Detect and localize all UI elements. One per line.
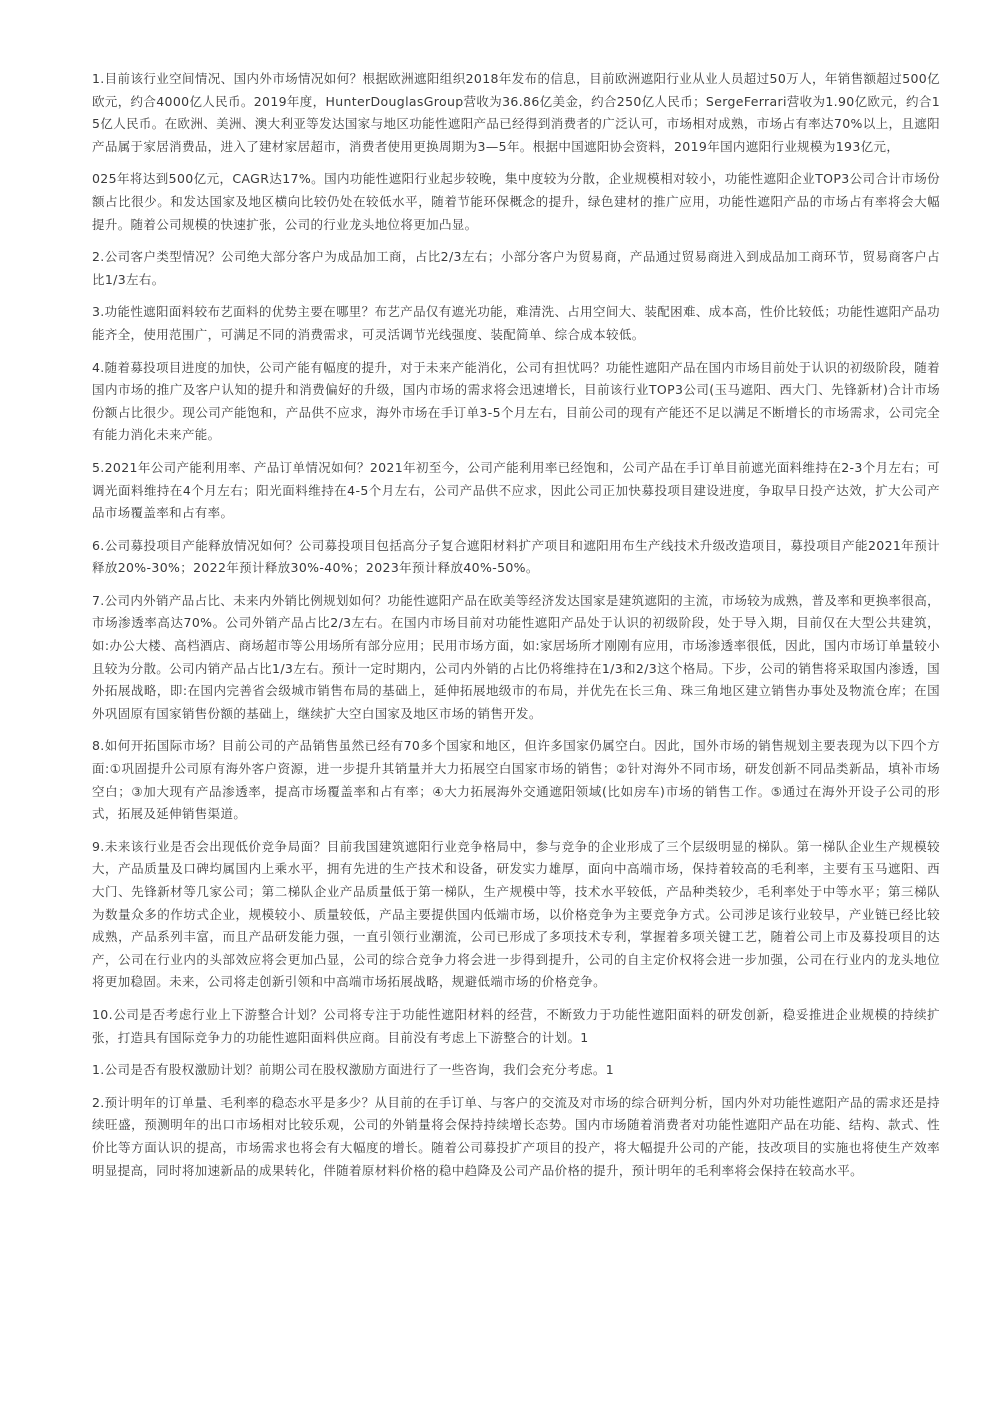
- paragraph-q7-domestic-export-ratio: 7.公司内外销产品占比、未来内外销比例规划如何？功能性遮阳产品在欧美等经济发达国家是建筑遮阳的主流，市场较为成熟，普及率和更换率很高，市场渗透率高达70%。公司外销产品占比2/3左右。在国内市场目前对功能性遮阳产品处于认识的初级阶段，处于导入期，目前仅在大型公共建筑，如:办公大楼、高档酒店、商场超市等公用场所有部分应用；民用市场方面，如:家居场所才刚刚有应用，市场渗透率很低，因此，国内市场订单量较小且较为分散。公司内销产品占比1/3左右。预计一定时期内，公司内外销的占比仍将维持在1/3和2/3这个格局。下步，公司的销售将采取国内渗透，国外拓展战略，即:在国内完善省会级城市销售布局的基础上，延伸拓展地级市的布局，并优先在长三角、珠三角地区建立销售办事处及物流仓库；在国外巩固原有国家销售份额的基础上，继续扩大空白国家及地区市场的销售开发。: [92, 592, 940, 721]
- paragraph-q6-project-release: 6.公司募投项目产能释放情况如何？公司募投项目包括高分子复合遮阳材料扩产项目和遮阳用布生产线技术升级改造项目，募投项目产能2021年预计释放20%-30%；2022年预计释放30%-40%；2023年预计释放40%-50%。: [92, 537, 940, 576]
- paragraph-q5-utilization-orders: 5.2021年公司产能利用率、产品订单情况如何？2021年初至今，公司产能利用率已经饱和，公司产品在手订单目前遮光面料维持在2-3个月左右；可调光面料维持在4个月左右；阳光面料维持在4-5个月左右，公司产品供不应求，因此公司正加快募投项目建设进度，争取早日投产达效，扩大公司产品市场覆盖率和占有率。: [92, 459, 940, 521]
- paragraph-q4-capacity-absorption: 4.随着募投项目进度的加快，公司产能有幅度的提升，对于未来产能消化，公司有担忧吗？功能性遮阳产品在国内市场目前处于认识的初级阶段，随着国内市场的推广及客户认知的提升和消费偏好的升级，国内市场的需求将会迅速增长，目前该行业TOP3公司(玉马遮阳、西大门、先锋新材)合计市场份额占比很少。现公司产能饱和，产品供不应求，海外市场在手订单3-5个月左右，目前公司的现有产能还不足以满足不断增长的市场需求，公司完全有能力消化未来产能。: [92, 359, 940, 443]
- paragraph-next-year-outlook: 2.预计明年的订单量、毛利率的稳态水平是多少？从目前的在手订单、与客户的交流及对市场的综合研判分析，国内外对功能性遮阳产品的需求还是持续旺盛，预测明年的出口市场相对比较乐观，公司的外销量将会保持持续增长态势。国内市场随着消费者对功能性遮阳产品在功能、结构、款式、性价比等方面认识的提高，市场需求也将会有大幅度的增长。随着公司募投扩产项目的投产，将大幅提升公司的产能，技改项目的实施也将使生产效率明显提高，同时将加速新品的成果转化，伴随着原材料价格的稳中趋降及公司产品价格的提升，预计明年的毛利率将会保持在较高水平。: [92, 1094, 940, 1178]
- paragraph-q2-customer-types: 2.公司客户类型情况？公司绝大部分客户为成品加工商，占比2/3左右；小部分客户为贸易商，产品通过贸易商进入到成品加工商环节，贸易商客户占比1/3左右。: [92, 249, 940, 287]
- paragraph-q8-international-market: 8.如何开拓国际市场？目前公司的产品销售虽然已经有70多个国家和地区，但许多国家仍属空白。因此，国外市场的销售规划主要表现为以下四个方面:①巩固提升公司原有海外客户资源，进一步提升其销量并大力拓展空白国家市场的销售；②针对海外不同市场，研发创新不同品类新品，填补市场空白；③加大现有产品渗透率，提高市场覆盖率和占有率；④大力拓展海外交通遮阳领域(比如房车)市场的销售工作。⑤通过在海外开设子公司的形式，拓展及延伸销售渠道。: [92, 738, 940, 822]
- paragraph-q3-fabric-advantages: 3.功能性遮阳面料较布艺面料的优势主要在哪里？布艺产品仅有遮光功能，难清洗、占用空间大、装配困难、成本高，性价比较低；功能性遮阳产品功能齐全，使用范围广，可满足不同的消费需求，可灵活调节光线强度、装配简单、综合成本较低。: [92, 304, 940, 342]
- paragraph-q9-price-competition: 9.未来该行业是否会出现低价竞争局面？目前我国建筑遮阳行业竞争格局中，参与竞争的企业形成了三个层级明显的梯队。第一梯队企业生产规模较大，产品质量及口碑均属国内上乘水平，拥有先进的生产技术和设备，研发实力雄厚，面向中高端市场，保持着较高的毛利率，主要有玉马遮阳、西大门、先锋新材等几家公司；第二梯队企业产品质量低于第一梯队，生产规模中等，技术水平较低，产品种类较少，毛利率处于中等水平；第三梯队为数量众多的作坊式企业，规模较小、质量较低，产品主要提供国内低端市场，以价格竞争为主要竞争方式。公司涉足该行业较早，产业链已经比较成熟，产品系列丰富，而且产品研发能力强，一直引领行业潮流，公司已形成了多项技术专利，掌握着多项关键工艺，随着公司上市及募投项目的达产，公司在行业内的头部效应将会更加凸显，公司的综合竞争力将会进一步得到提升，公司的自主定价权将会进一步加强，公司在行业内的龙头地位将更加稳固。未来，公司将走创新引领和中高端市场拓展战略，规避低端市场的价格竞争。: [92, 838, 940, 990]
- paragraph-q10-integration-plan: 10.公司是否考虑行业上下游整合计划？公司将专注于功能性遮阳材料的经营，不断致力于功能性遮阳面料的研发创新，稳妥推进企业规模的持续扩张，打造具有国际竞争力的功能性遮阳面料供应商。目前没有考虑上下游整合的计划。1: [92, 1006, 940, 1045]
- paragraph-q1-continued: 025年将达到500亿元，CAGR达17%。国内功能性遮阳行业起步较晚，集中度较为分散，企业规模相对较小，功能性遮阳企业TOP3公司合计市场份额占比很少。和发达国家及地区横向比较仍处在较低水平，随着节能环保概念的提升，绿色建材的推广应用，功能性遮阳产品的市场占有率将会大幅提升。随着公司规模的快速扩张，公司的行业龙头地位将更加凸显。: [92, 171, 940, 232]
- paragraph-q1-market-size: 1.目前该行业空间情况、国内外市场情况如何？根据欧洲遮阳组织2018年发布的信息，目前欧洲遮阳行业从业人员超过50万人，年销售额超过500亿欧元，约合4000亿人民币。2019年度，HunterDouglasGroup营收为36.86亿美金，约合250亿人民币；SergeFerrari营收为1.90亿欧元，约合15亿人民币。在欧洲、美洲、澳大利亚等发达国家与地区功能性遮阳产品已经得到消费者的广泛认可，市场相对成熟，市场占有率达70%以上，且遮阳产品属于家居消费品，进入了建材家居超市，消费者使用更换周期为3—5年。根据中国遮阳协会资料，2019年国内遮阳行业规模为193亿元，: [92, 71, 941, 154]
- paragraph-equity-incentive: 1.公司是否有股权激励计划？前期公司在股权激励方面进行了一些咨询，我们会充分考虑。1: [92, 1062, 615, 1078]
